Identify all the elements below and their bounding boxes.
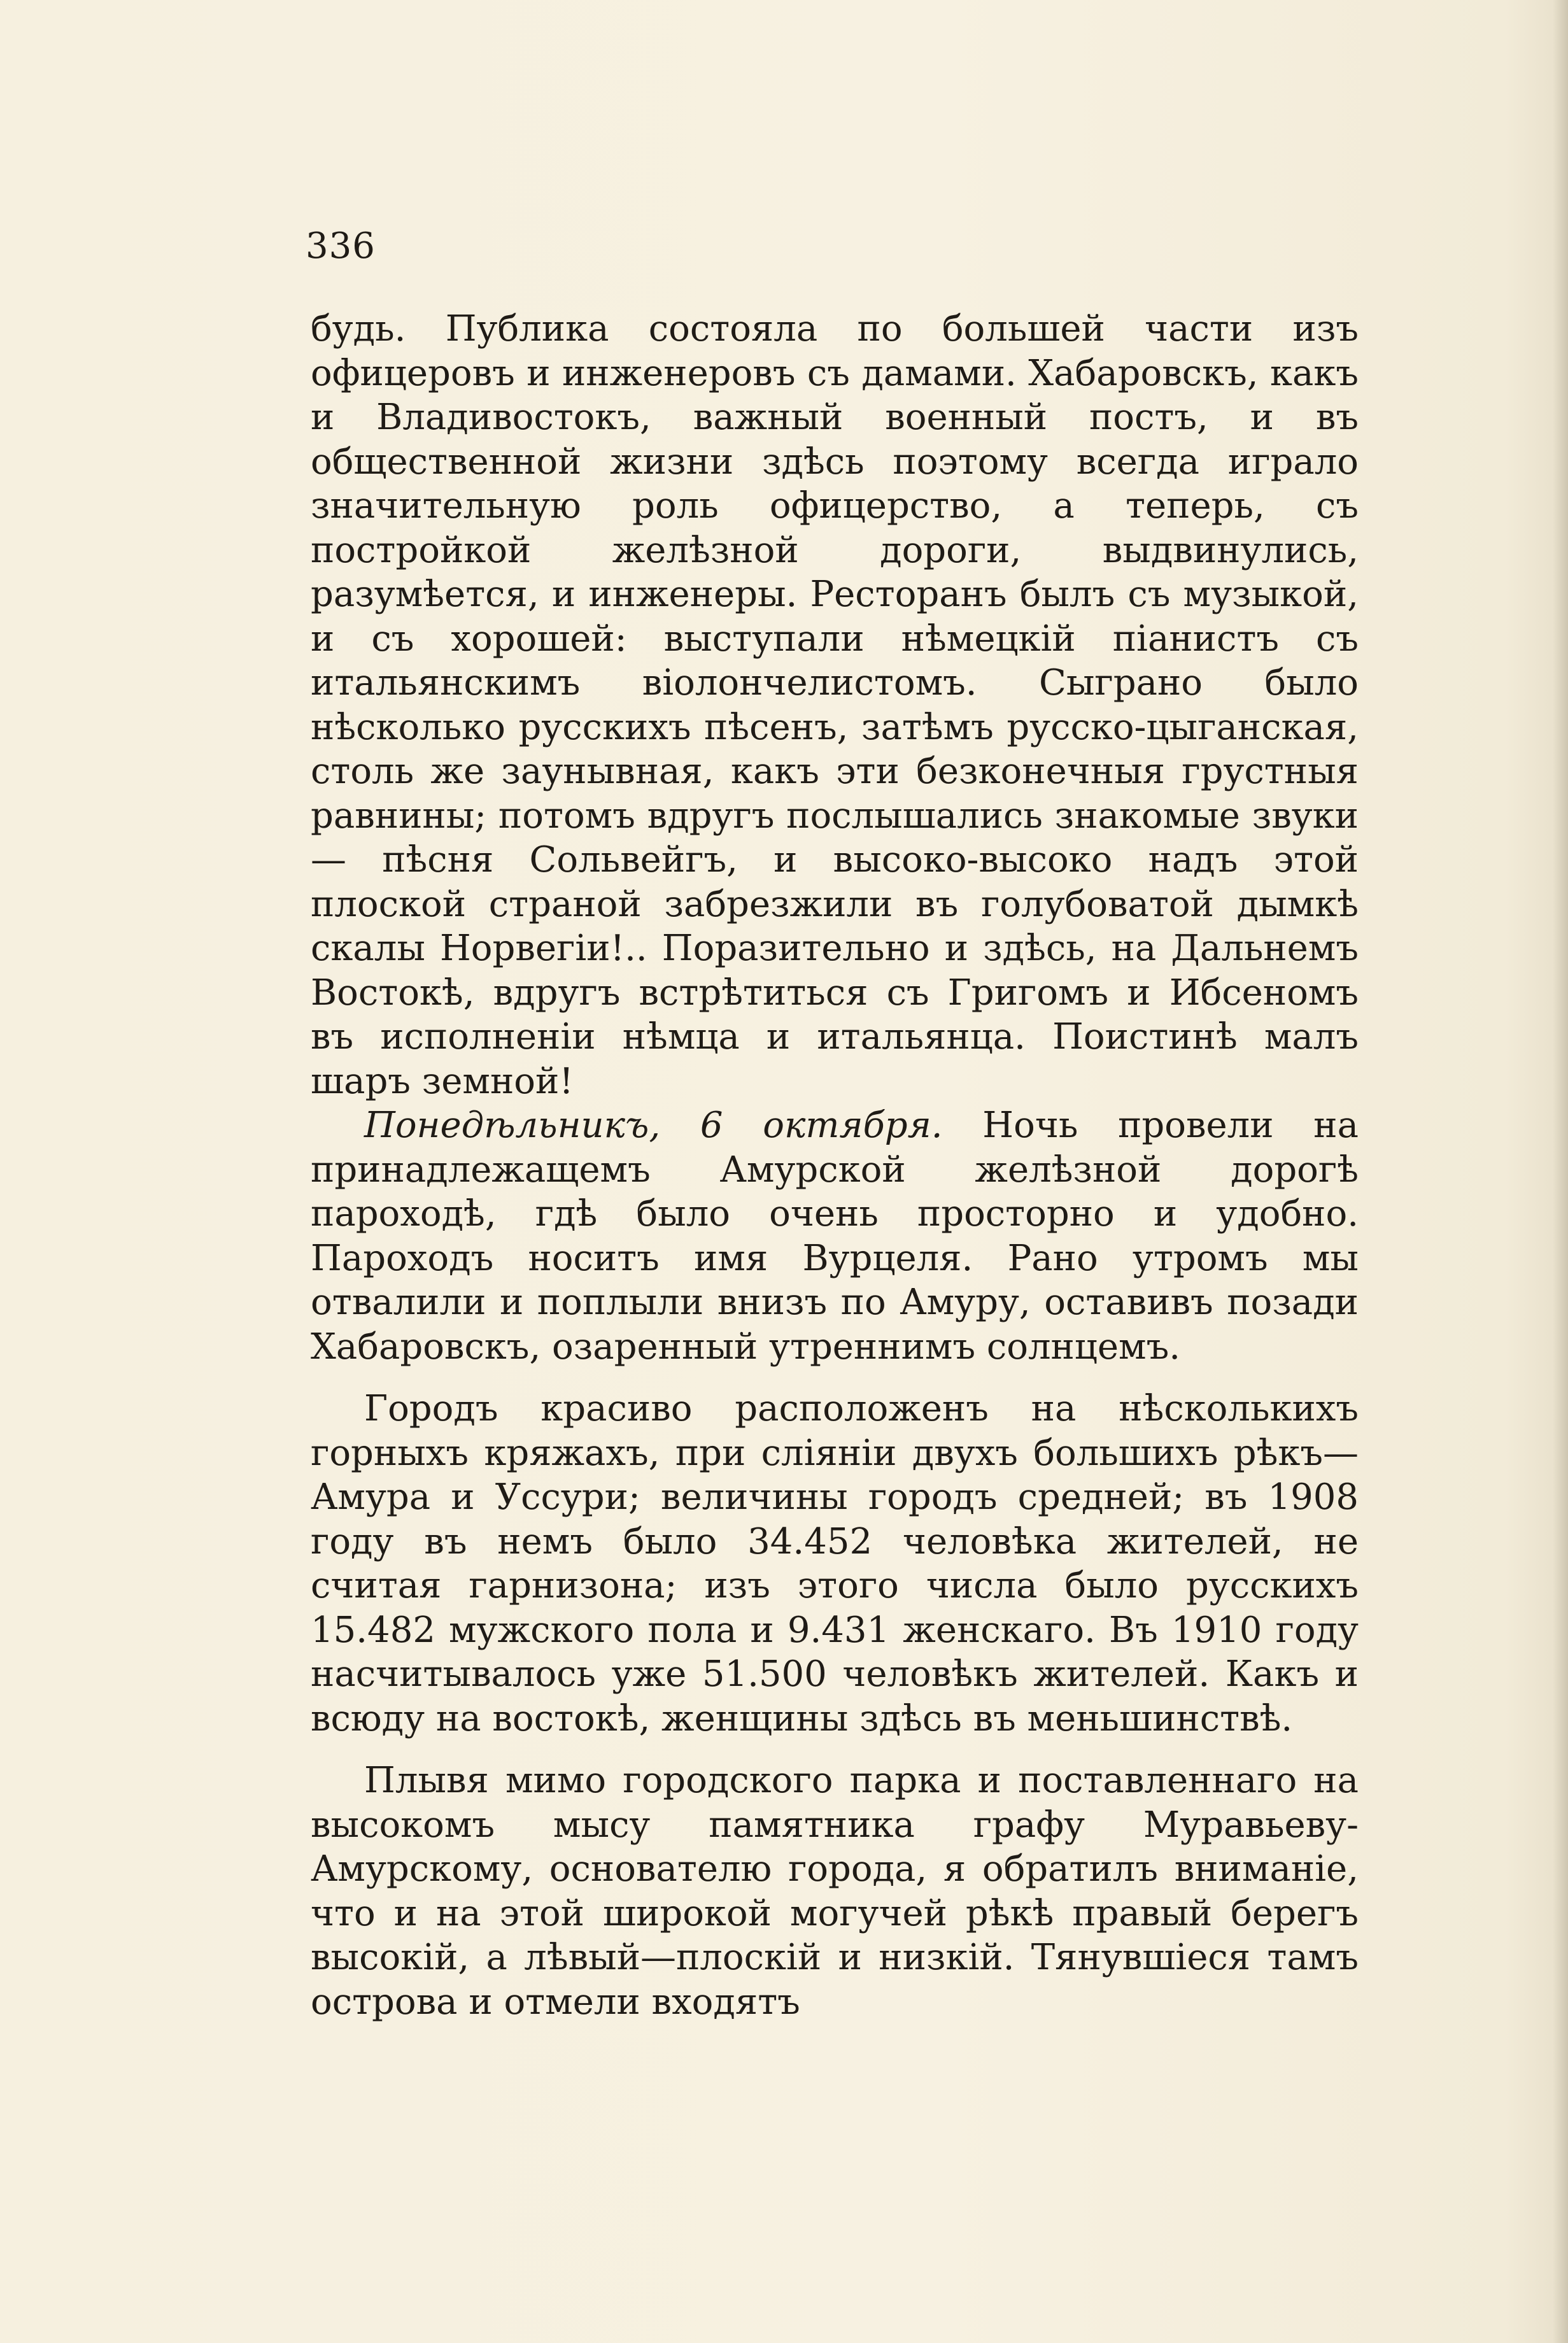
paragraph-2-date-lead: Понедѣльникъ, 6 октября. — [364, 1105, 943, 1146]
paragraph-3-text: Городъ красиво расположенъ на нѣсколькихъ горныхъ кряжахъ, при сліяніи двухъ большихъ рѣкъ—Амура и Уссури; величины городъ средней; въ 1908 году въ немъ было 34.452 человѣка жителей, не считая гарнизона; изъ этого числа было русскихъ 15.482 мужского пола и 9.431 женскаго. Въ 1910 году насчитывалось уже 51.500 человѣкъ жителей. Какъ и всюду на востокѣ, женщины здѣсь въ меньшинствѣ. — [311, 1388, 1359, 1739]
paragraph-2-text: Ночь провели на принадлежащемъ Амурской желѣзной дорогѣ пароходѣ, гдѣ было очень просторно и удобно. Пароходъ носитъ имя Вурцеля. Рано утромъ мы отвалили и поплыли внизъ по Амуру, оставивъ позади Хабаровскъ, озаренный утреннимъ солнцемъ. — [311, 1105, 1359, 1368]
paragraph-1-text: будь. Публика состояла по большей части изъ офицеровъ и инженеровъ съ дамами. Хабаровскъ, какъ и Владивостокъ, важный военный постъ, и въ общественной жизни здѣсь поэтому всегда играло значительную роль офицерство, а теперь, съ постройкой желѣзной дороги, выдвинулись, разумѣется, и инженеры. Ресторанъ былъ съ музыкой, и съ хорошей: выступали нѣмецкій піанистъ съ итальянскимъ віолончелистомъ. Сыграно было нѣсколько русскихъ пѣсенъ, затѣмъ русско-цыганская, столь же заунывная, какъ эти безконечныя грустныя равнины; потомъ вдругъ послышались знакомые звуки — пѣсня Сольвейгъ, и высоко-высоко надъ этой плоской страной забрезжили въ голубоватой дымкѣ скалы Норвегіи!.. Поразительно и здѣсь, на Дальнемъ Востокѣ, вдругъ встрѣтиться съ Григомъ и Ибсеномъ въ исполненіи нѣмца и итальянца. Поистинѣ малъ шаръ земной! — [311, 308, 1359, 1102]
page-text-block — [311, 307, 1359, 2024]
paragraph-2 — [311, 1103, 1359, 1369]
paragraph-4-text: Плывя мимо городского парка и поставленнаго на высокомъ мысу памятника графу Муравьеву-Амурскому, основателю города, я обратилъ вниманіе, что и на этой широкой могучей рѣкѣ правый берегъ высокій, а лѣвый—плоскій и низкій. Тянувшіеся тамъ острова и отмели входятъ — [311, 1760, 1359, 2023]
page-edge-shadow — [1553, 0, 1568, 2343]
paragraph-1 — [311, 307, 1359, 1103]
paragraph-3 — [311, 1387, 1359, 1741]
paragraph-4 — [311, 1759, 1359, 2024]
page-number: 336 — [306, 225, 376, 267]
